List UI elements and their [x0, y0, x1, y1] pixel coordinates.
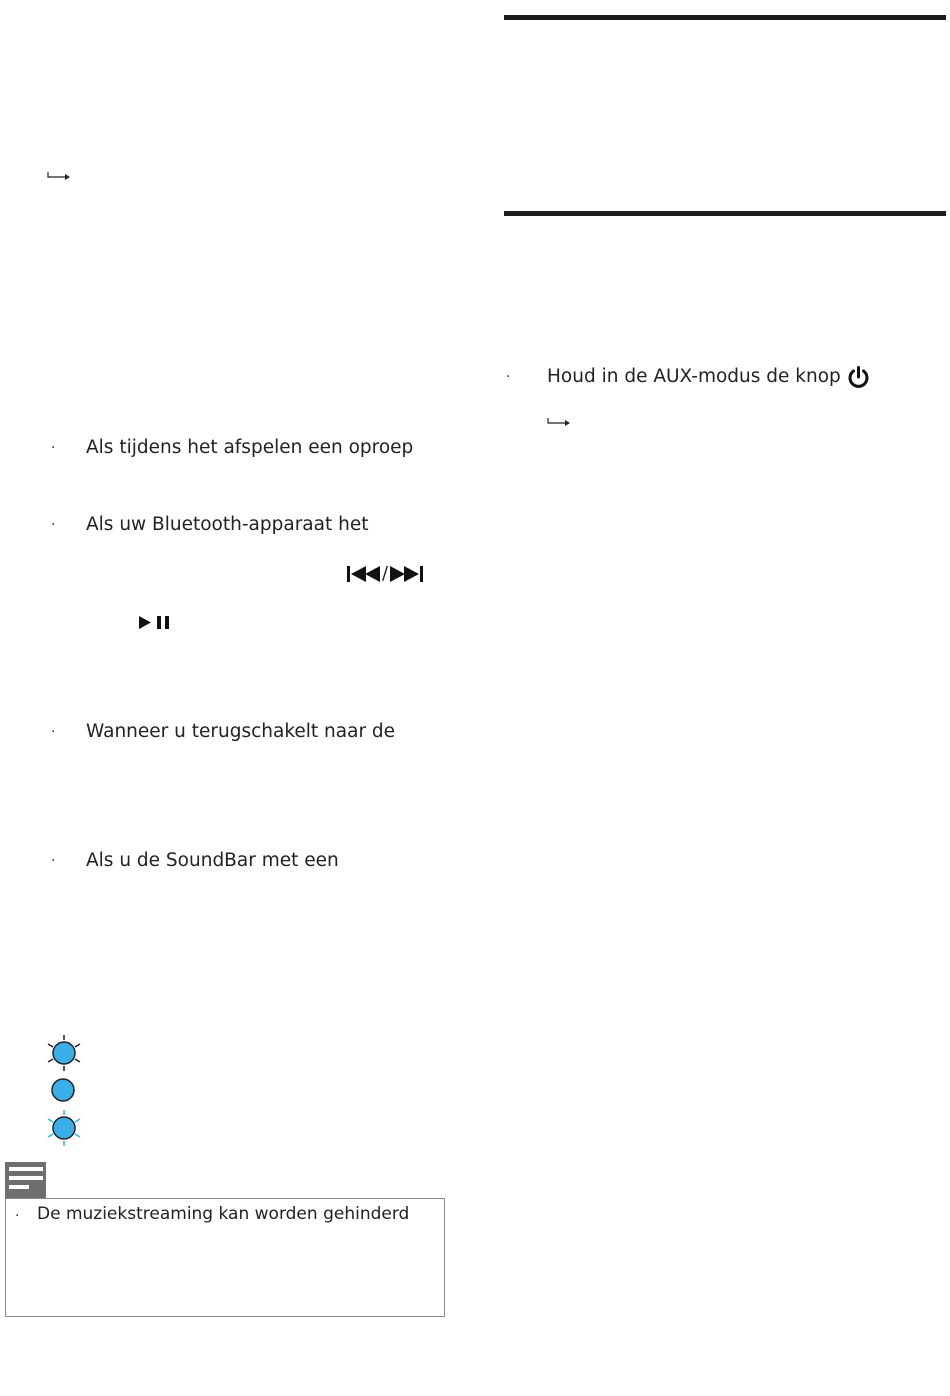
bullet-text-bluetooth-device: Als uw Bluetooth-apparaat het	[86, 514, 369, 535]
power-icon	[846, 365, 871, 394]
skip-separator: /	[382, 563, 389, 584]
section-rule-top	[504, 15, 946, 20]
bullet-text-switch-back: Wanneer u terugschakelt naar de	[86, 721, 396, 742]
bullet-marker: ·	[51, 517, 56, 533]
bullet-text-incoming-call: Als tijdens het afspelen een oproep	[86, 437, 414, 458]
note-icon	[5, 1162, 46, 1198]
section-rule-bottom	[504, 211, 946, 216]
note-text: De muziekstreaming kan worden gehinderd	[37, 1204, 410, 1224]
bullet-marker: ·	[506, 369, 511, 385]
led-steady-icon	[50, 1077, 76, 1107]
result-arrow-icon	[47, 172, 71, 182]
note-bullet-marker: ·	[15, 1208, 20, 1224]
play-pause-icon	[138, 615, 172, 634]
bullet-text-aux-mode: Houd in de AUX-modus de knop	[547, 366, 841, 387]
led-blinking-icon	[45, 1109, 83, 1151]
bullet-text-soundbar: Als u de SoundBar met een	[86, 850, 339, 871]
bullet-marker: ·	[51, 440, 56, 456]
led-blinking-icon	[45, 1034, 83, 1076]
note-box	[5, 1198, 445, 1317]
skip-previous-icon	[346, 565, 381, 583]
bullet-marker: ·	[51, 853, 56, 869]
skip-icons	[346, 563, 424, 585]
result-arrow-icon	[547, 418, 571, 428]
skip-next-icon	[389, 565, 424, 583]
bullet-marker: ·	[51, 724, 56, 740]
